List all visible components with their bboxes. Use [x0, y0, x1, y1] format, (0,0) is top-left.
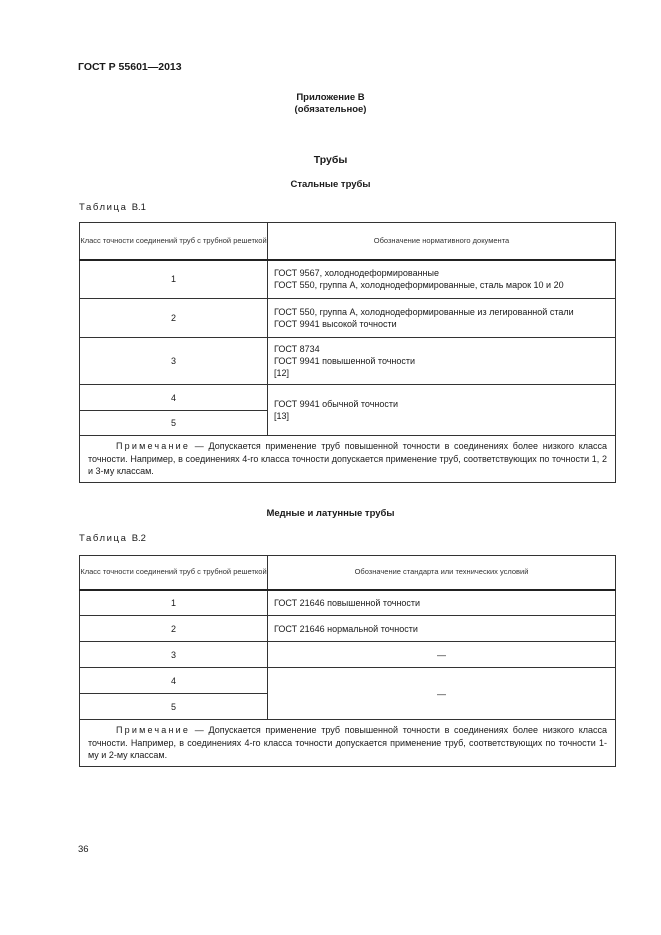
table-row: [80, 668, 616, 694]
document-cell: —: [268, 642, 616, 668]
document-cell-merged: —: [268, 668, 616, 720]
table-number: В.1: [131, 202, 146, 213]
document-cell: [268, 260, 616, 299]
class-cell: 5: [80, 411, 268, 436]
table-row: [80, 299, 616, 338]
table-b2-label: [79, 533, 146, 544]
column-header-class: Класс точности соединений труб с трубной решеткой: [80, 223, 268, 260]
note-label: Примечание: [116, 725, 191, 735]
document-cell-merged: [268, 385, 616, 436]
note-label: Примечание: [116, 441, 191, 451]
document-line: ГОСТ 9941 высокой точности: [274, 319, 397, 329]
page-number: 36: [78, 844, 89, 855]
table-header-row: [80, 556, 616, 590]
document-cell: [268, 299, 616, 338]
class-cell: 2: [80, 616, 268, 642]
table-b1: [79, 222, 616, 483]
table-row: [80, 338, 616, 385]
table-word: Таблица: [79, 533, 128, 544]
table-number: В.2: [131, 533, 146, 544]
column-header-document: Обозначение стандарта или технических условий: [268, 556, 616, 590]
document-line: ГОСТ 9941 обычной точности: [274, 399, 399, 409]
document-line: ГОСТ 550, группа А, холоднодеформированные, сталь марок 10 и 20: [274, 280, 564, 291]
table-row: [80, 642, 616, 668]
class-cell: 4: [80, 385, 268, 411]
note-row: [80, 436, 616, 483]
note-text: — Допускается применение труб повышенной точности в соединениях более низкого класса точности. Например, в соединениях 4-го класса точности допускается применение труб, соответствующих по точности 1-му и 2-му классам.: [88, 725, 607, 760]
table-row: [80, 590, 616, 616]
class-cell: 1: [80, 590, 268, 616]
table-header-row: [80, 223, 616, 260]
appendix-heading: [0, 92, 661, 116]
column-header-document: Обозначение нормативного документа: [268, 223, 616, 260]
document-line: ГОСТ 550, группа А, холоднодеформированные из легированной стали: [274, 307, 574, 317]
class-cell: 3: [80, 642, 268, 668]
column-header-class: Класс точности соединений труб с трубной решеткой: [80, 556, 268, 590]
document-line: [13]: [274, 411, 290, 421]
note-text: — Допускается применение труб повышенной точности в соединениях более низкого класса точности. Например, в соединениях 4-го класса точности допускается применение труб, соответствующих по точности 1, 2 и 3-му классам.: [88, 441, 607, 476]
table-row: [80, 385, 616, 411]
table-word: Таблица: [79, 202, 128, 213]
class-cell: 4: [80, 668, 268, 694]
class-cell: 5: [80, 694, 268, 720]
steel-subtitle: Стальные трубы: [290, 179, 371, 190]
document-cell: ГОСТ 21646 повышенной точности: [268, 590, 616, 616]
note-row: [80, 720, 616, 767]
class-cell: 2: [80, 299, 268, 338]
table-b1-label: [79, 202, 146, 213]
document-line: ГОСТ 8734: [274, 344, 320, 354]
table-note: [80, 436, 616, 483]
document-header: ГОСТ Р 55601—2013: [78, 61, 182, 73]
table-note: [80, 720, 616, 767]
appendix-status: (обязательное): [294, 104, 367, 115]
document-cell: ГОСТ 21646 нормальной точности: [268, 616, 616, 642]
table-row: [80, 260, 616, 299]
table-b2: [79, 555, 616, 767]
class-cell: 3: [80, 338, 268, 385]
document-line: ГОСТ 9941 повышенной точности: [274, 356, 416, 366]
appendix-title: Приложение В: [296, 92, 365, 103]
document-line: [12]: [274, 368, 290, 378]
document-cell: [268, 338, 616, 385]
section-title: Трубы: [313, 154, 348, 166]
copper-subtitle: Медные и латунные трубы: [266, 508, 395, 519]
table-row: [80, 616, 616, 642]
class-cell: 1: [80, 260, 268, 299]
document-line: ГОСТ 9567, холоднодеформированные: [274, 268, 439, 279]
